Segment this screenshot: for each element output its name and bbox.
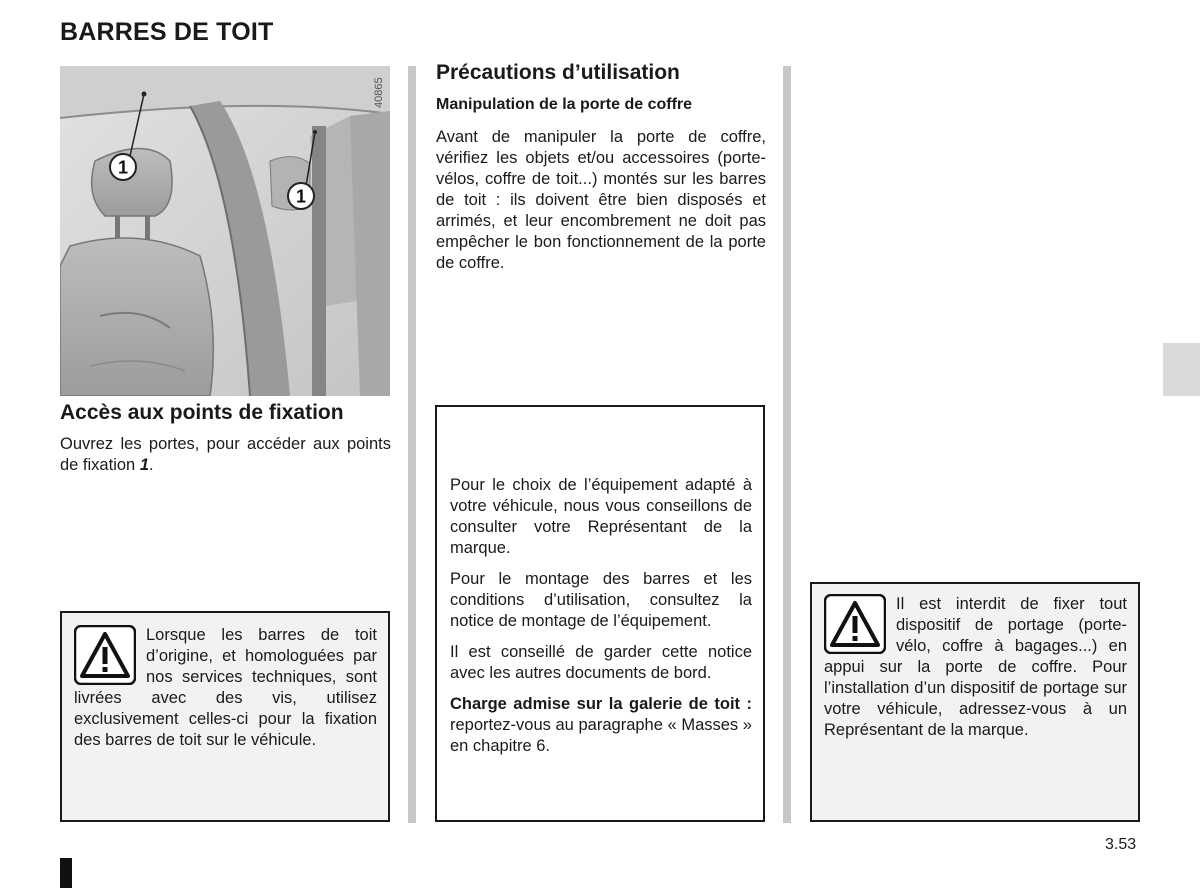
page-title: BARRES DE TOIT <box>60 18 274 46</box>
access-paragraph: Ouvrez les portes, pour accéder aux points de fixation 1. <box>60 435 391 474</box>
page-number: 3.53 <box>1105 836 1137 853</box>
column-separator-left <box>408 66 416 823</box>
warning-box-screws: Lorsque les barres de toit d’origine, et homologuées par nos services techniques, sont livrées avec des vis, utilisez exclusivement celles-ci pour la fixation des barres de toit sur le véhicule. <box>60 611 390 822</box>
warning-triangle-icon <box>824 594 886 654</box>
svg-text:40865: 40865 <box>373 77 385 108</box>
access-heading: Accès aux points de fixation <box>60 401 344 424</box>
svg-text:1: 1 <box>295 186 307 207</box>
warning-box-tailgate: Il est interdit de fixer tout dispositif de portage (porte-vélo, coffre à bagages...) en appui sur la porte de coffre. Pour l’installation d’un dispositif de portage sur votre véhicule, adressez-vous à un Représentant de la marque. <box>810 582 1140 822</box>
column-separator-right <box>783 66 791 823</box>
info-paragraph-3: Il est conseillé de garder cette notice avec les autres documents de bord. <box>450 643 752 682</box>
info-paragraph-2: Pour le montage des barres et les conditions d’utilisation, consultez la notice de montage de l’équipement. <box>450 570 752 630</box>
callout-1-rear <box>288 183 314 209</box>
fixation-reference: 1 <box>139 456 149 474</box>
roof-bar-fixation-photo <box>60 66 390 396</box>
callout-1-front <box>110 154 136 180</box>
precautions-heading: Précautions d’utilisation <box>436 61 680 84</box>
svg-text:1: 1 <box>117 157 129 178</box>
equipment-info-box <box>435 405 765 822</box>
info-paragraph-4: Charge admise sur la galerie de toit : reportez-vous au paragraphe « Masses » en chapitre 6. <box>450 695 752 755</box>
info-paragraph-1: Pour le choix de l’équipement adapté à votre véhicule, nous vous conseillons de consulter votre Représentant de la marque. <box>450 476 752 557</box>
tailgate-handling-subheading: Manipulation de la porte de coffre <box>436 96 693 113</box>
warning-triangle-icon <box>74 625 136 685</box>
tailgate-handling-paragraph: Avant de manipuler la porte de coffre, vérifiez les objets et/ou accessoires (porte-vélos, coffre de toit...) montés sur les barres de toit : ils doivent être bien disposés et arrimés, et leur encombrement ne doit pas empêcher le bon fonctionnement de la porte de coffre. <box>436 128 766 272</box>
corner-mark <box>60 858 72 888</box>
figure-code <box>362 72 392 112</box>
chapter-tab <box>1163 343 1200 396</box>
